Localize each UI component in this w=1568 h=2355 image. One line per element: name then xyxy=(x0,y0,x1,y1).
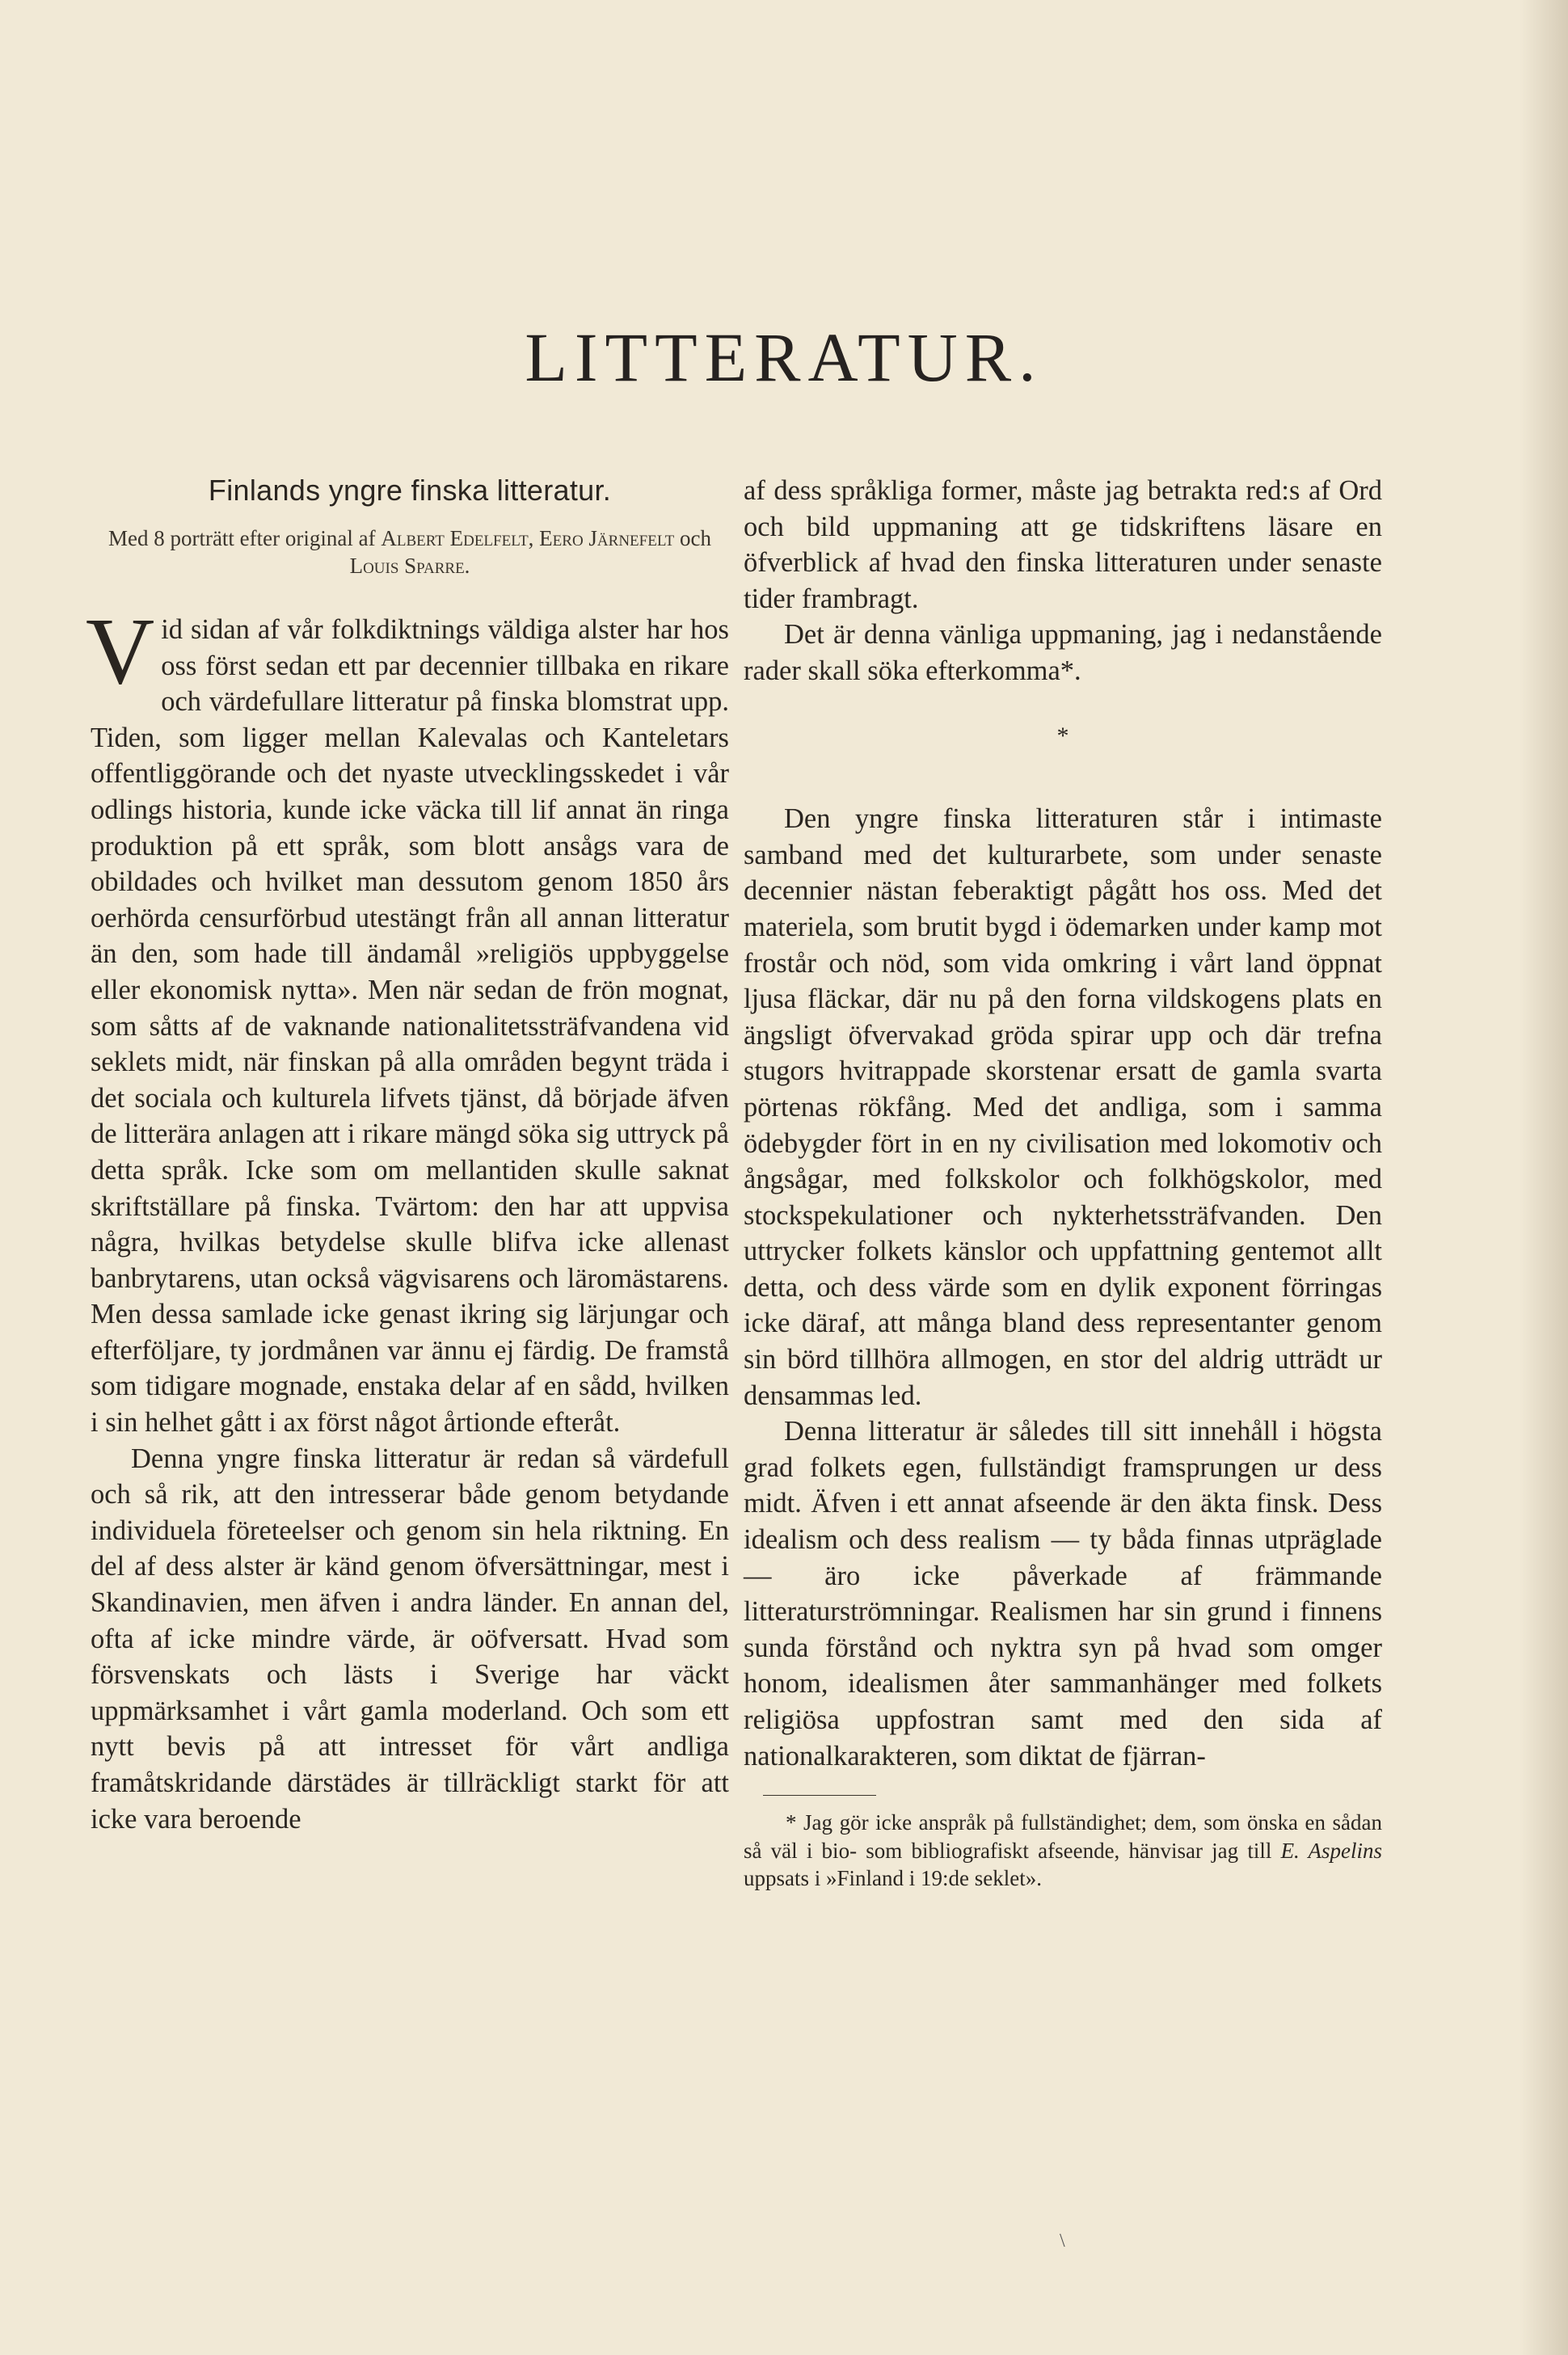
article-heading: Finlands yngre finska litteratur. xyxy=(208,474,612,507)
drop-cap: V xyxy=(86,598,155,704)
subtitle-intro: Med 8 porträtt efter original af xyxy=(107,526,376,550)
page-title: LITTERATUR. xyxy=(525,318,1043,396)
left-paragraph-1 xyxy=(86,598,729,1441)
left-column xyxy=(86,473,729,1837)
stray-mark: \ xyxy=(1060,2231,1065,2252)
right-paragraph-4: Denna litteratur är således till sitt innehåll i högsta grad folkets egen, fullständigt framsprungen ur dess midt. Äfven i ett annat afseende är den äkta finsk. Dess idealism och dess realism — ty båda finnas utpräglade — äro icke påverkade af främmande litteraturströmningar. Realismen har sin grund i finnens sunda förstånd och nyktra syn på hvad som omger honom, idealismen åter sammanhänger med folkets religiösa uppfostran samt med den sida af nationalkarakteren, som diktat de fjärran- xyxy=(744,1416,1382,1772)
left-paragraph-2: Denna yngre finska litteratur är redan så värdefull och så rik, att den intresserar både genom betydande individuela företeelser och genom sin hela riktning. En del af dess alster är känd genom öfversättningar, mest i Skandinavien, men äfven i andra länder. En annan del, ofta af icke mindre värde, är oöfversatt. Hvad som försvenskats och lästs i Sverige har väckt uppmärksamhet i vårt gamla moderland. Och som ett nytt bevis på att intresset för vårt andliga framåtskridande därstädes är tillräckligt starkt för att icke vara beroende xyxy=(91,1443,729,1835)
article-subtitle xyxy=(91,525,729,579)
subtitle-och: och xyxy=(680,526,712,550)
right-paragraph-1: af dess språkliga former, måste jag betrakta red:s af Ord och bild uppmaning att ge tidskriftens läsare en öfverblick af hvad den finska litteraturen under senaste tider frambragt. xyxy=(744,475,1382,614)
subtitle-last-artist: Louis Sparre. xyxy=(349,554,470,578)
section-separator: * xyxy=(1056,722,1069,749)
left-paragraph-1-text: id sidan af vår folkdiktnings väldiga alster har hos oss först sedan ett par decennier tillbaka en rikare och värdefullare litteratur på finska blomstrat upp. Tiden, som ligger mellan Kalevalas och Kanteletars offentliggörande och det nyaste utvecklingsskedet i vår odlings historia, kunde icke väcka till lif annat än ringa produktion på ett språk, som blott ansågs vara de obildades och hvilket man dessutom genom 1850 års oerhörda censurförbud utestängt från all annan litteratur än den, som hade till ändamål »religiös uppbyggelse eller ekonomisk nytta». Men när sedan de frön mognat, som såtts af de vaknande nationalitetssträfvandena vid seklets midt, när finskan på alla områden begynt träda i det sociala och kulturela lifvets tjänst, då började äfven de litterära anlagen att i rikare mängd söka sig uttryck på detta språk. Icke som om mellantiden skulle saknat skriftställare på finska. Tvärtom: den har att uppvisa några, hvilkas betydelse skulle blifva icke allenast banbrytarens, utan också vägvisarens och läromästarens. Men dessa samlade icke genast ikring sig lärjungar och efterföljare, ty jordmånen var ännu ej färdig. De framstå som tidigare mognade, enstaka delar af en sådd, hvilken i sin helhet gått i ax först något årtionde efteråt. xyxy=(91,614,729,1439)
right-paragraph-3: Den yngre finska litteraturen står i intimaste samband med det kulturarbete, som under senaste decennier nästan feberaktigt pågått hos oss. Med det materiela, som brutit bygd i ödemarken under kamp mot frostår och nöd, som vida omkring i vårt land öppnat ljusa fläckar, där nu på den forna vildskogens plats en ängsligt öfvervakad gröda spirar upp och där trefna stugors hvitrappade skorstenar ersatt de gamla svarta pörtenas rökfång. Med det andliga, som i samma ödebygder fört in en ny civilisation med lokomotiv och ångsågar, med folkskolor och folkhögskolor, med stockspekulationer och nykterhetssträfvanden. Den uttrycker folkets känslor och uppfattning gentemot allt detta, och dess värde som en dylik exponent förringas icke däraf, att många bland dess representanter genom sin börd tillhöra allmogen, en stor del aldrig utträdt ur densammas led. xyxy=(744,803,1382,1411)
footnote-reference: E. Aspelins xyxy=(1280,1838,1383,1863)
footnote-rule xyxy=(763,1795,876,1796)
footnote xyxy=(744,1809,1382,1893)
footnote-text: * Jag gör icke anspråk på fullständighet; dem, som önska en sådan så väl i bio- som bibliografiskt afseende, hänvisar jag till xyxy=(744,1810,1382,1863)
right-paragraph-2: Det är denna vänliga uppmaning, jag i nedanstående rader skall söka efterkomma*. xyxy=(744,619,1382,686)
footnote-text-end: uppsats i »Finland i 19:de seklet». xyxy=(744,1866,1042,1891)
subtitle-artists: Albert Edelfelt, Eero Järnefelt xyxy=(381,526,675,550)
right-column xyxy=(744,473,1382,1893)
